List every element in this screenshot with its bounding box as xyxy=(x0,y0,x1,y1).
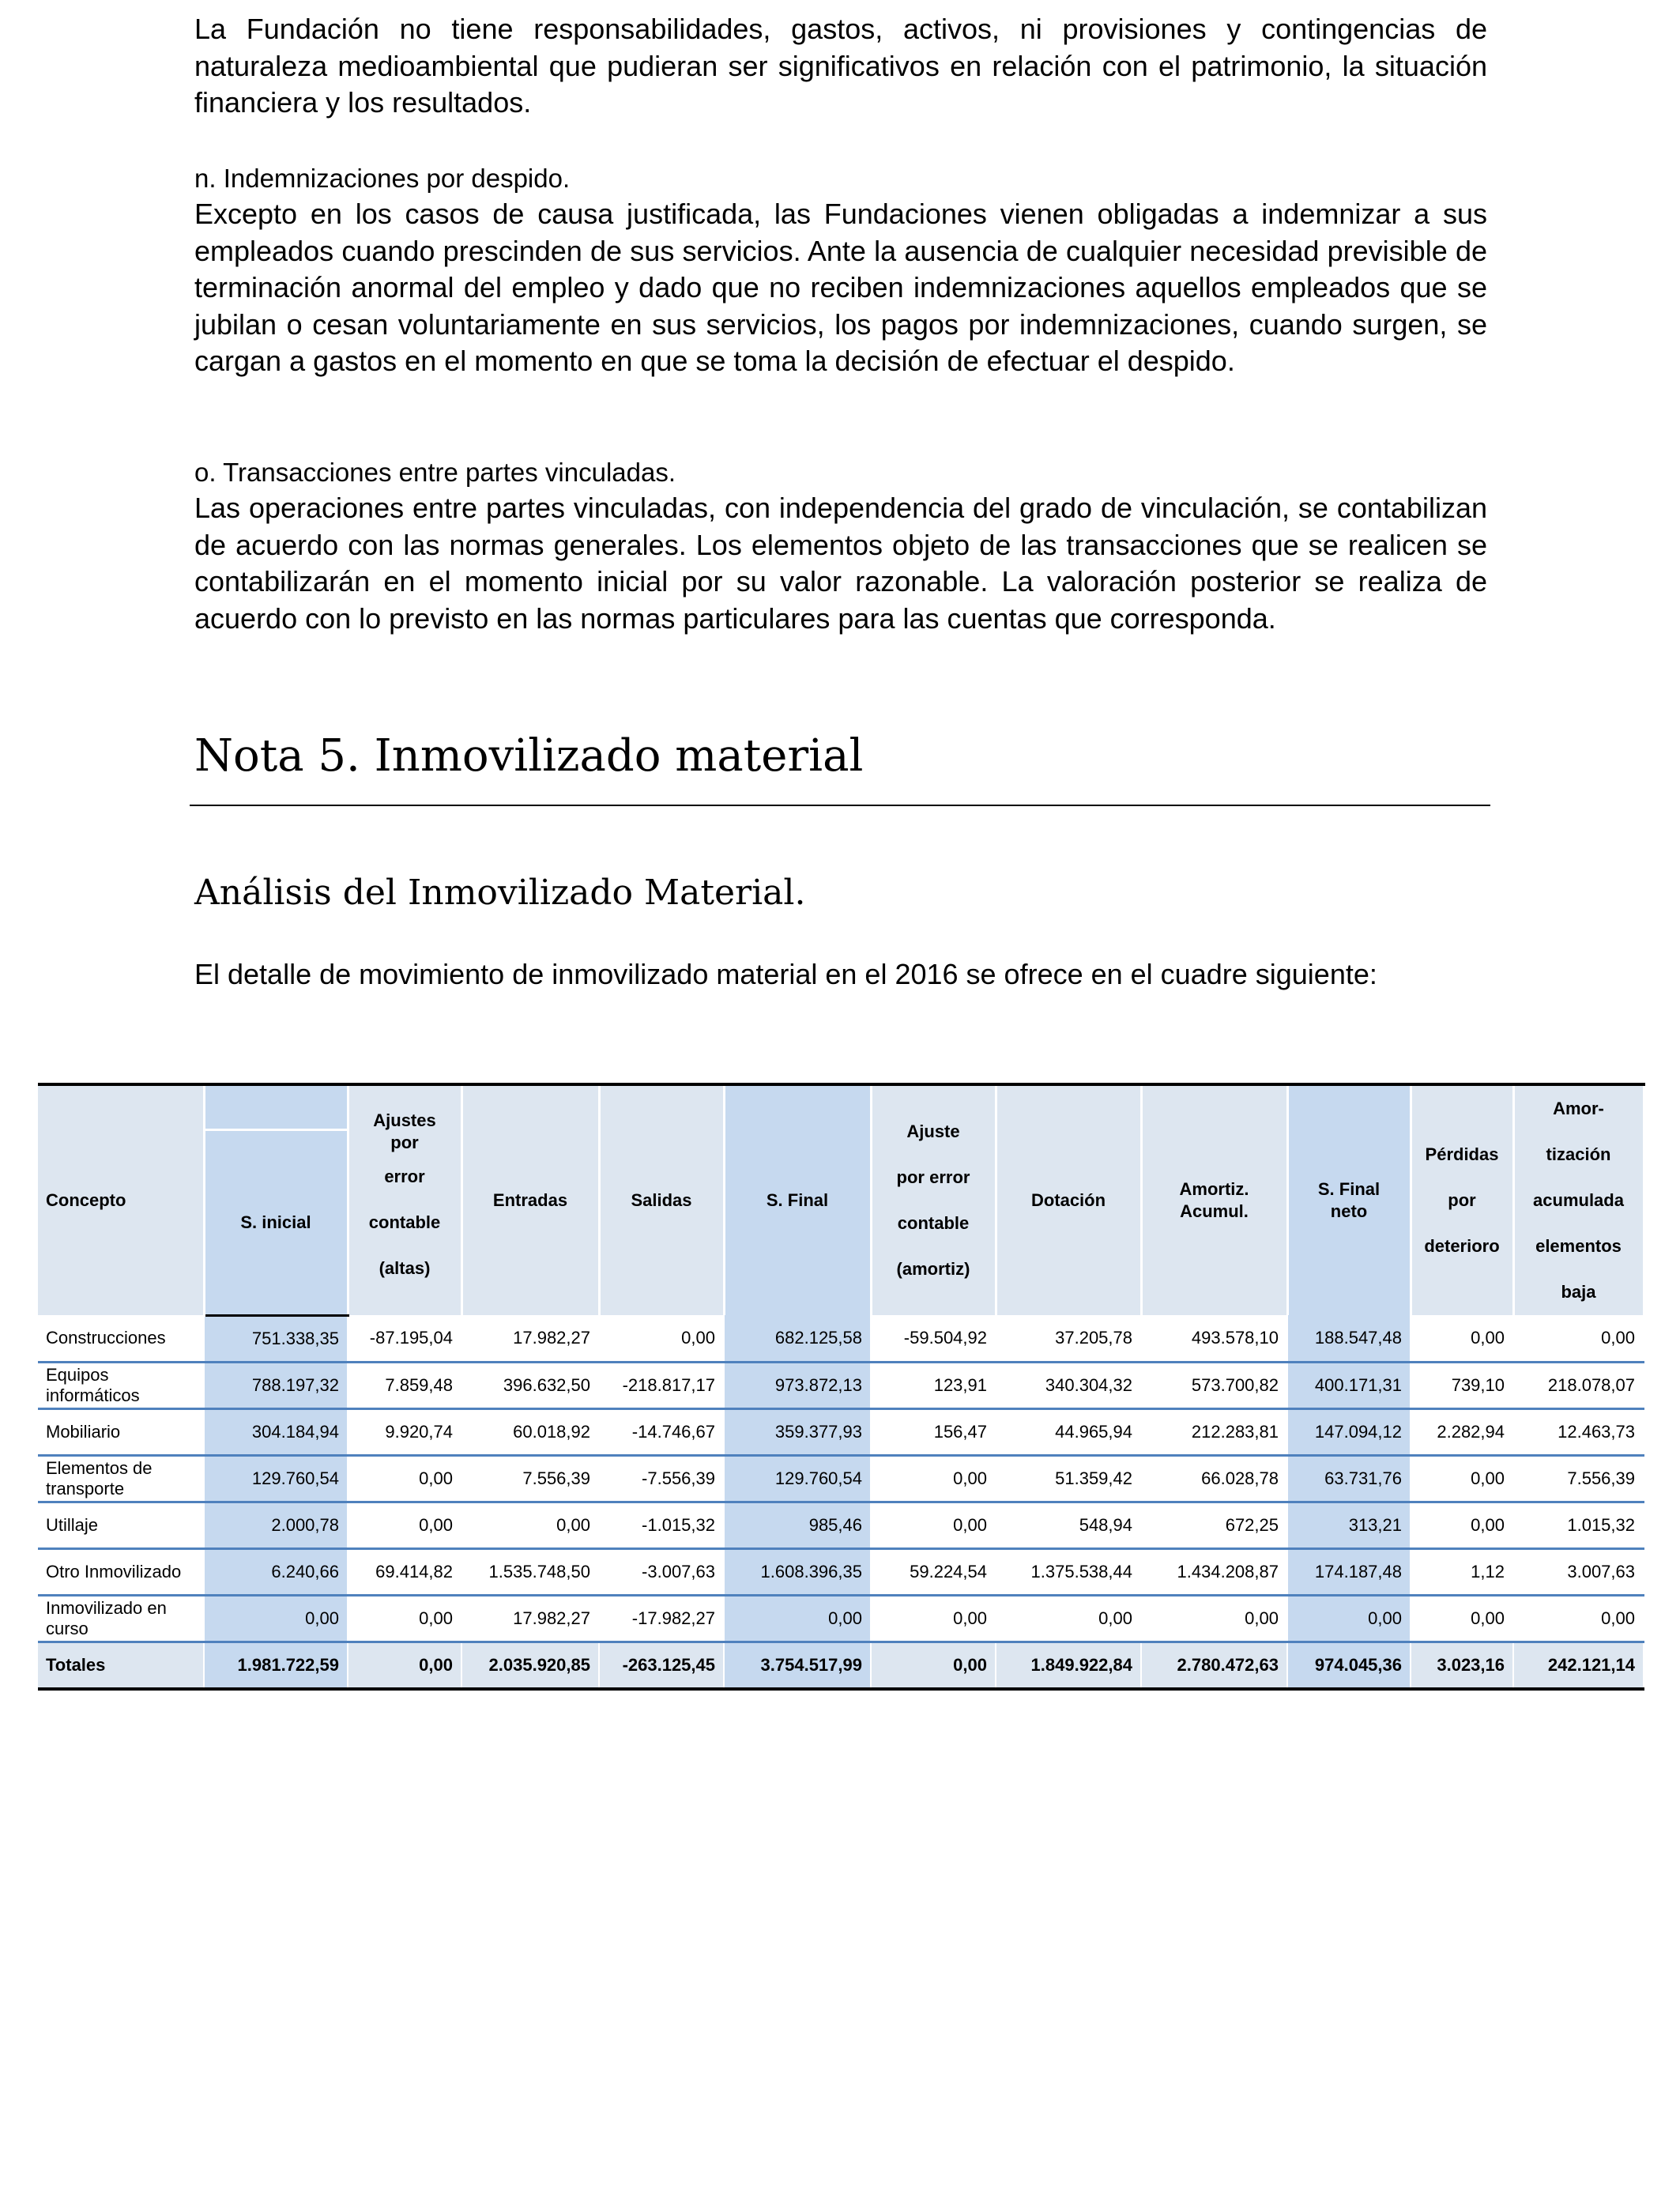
table-cell: 2.035.920,85 xyxy=(461,1642,599,1689)
detail-intro xyxy=(194,956,1487,993)
table-cell: -17.982,27 xyxy=(599,1595,724,1642)
detail-intro-text: El detalle de movimiento de inmovilizado material en el 2016 se ofrece en el cuadre siguiente: xyxy=(194,958,1377,990)
table-cell: 3.007,63 xyxy=(1513,1548,1644,1595)
table-cell: 9.920,74 xyxy=(348,1408,461,1455)
row-concepto: Inmovilizado en curso xyxy=(38,1595,204,1642)
section-indemnizaciones xyxy=(194,161,1487,380)
totals-row xyxy=(38,1642,1644,1689)
table-row xyxy=(38,1408,1644,1455)
row-concepto: Totales xyxy=(38,1642,204,1689)
row-concepto: Equipos informáticos xyxy=(38,1362,204,1408)
table-cell: 359.377,93 xyxy=(724,1408,871,1455)
table-cell: 188.547,48 xyxy=(1287,1315,1411,1362)
table-cell: 1.849.922,84 xyxy=(996,1642,1141,1689)
section-body: Las operaciones entre partes vinculadas, con independencia del grado de vinculación, se contabilizan de acuerdo con las normas generales. Los elementos objeto de las transacciones que se realicen se contabilizarán en el momento inicial por su valor razonable. La valoración posterior se realiza de acuerdo con lo previsto en las normas particulares para las cuentas que corresponda. xyxy=(194,492,1487,635)
table-body xyxy=(38,1315,1644,1689)
section-body: Excepto en los casos de causa justificada, las Fundaciones vienen obligadas a indemnizar a sus empleados cuando prescinden de sus servicios. Ante la ausencia de cualquier necesidad previsible de terminación anormal del empleo y dado que no reciben indemnizaciones aquellos empleados que se jubilan o cesan voluntariamente en sus servicios, los pagos por indemnizaciones, cuando surgen, se cargan a gastos en el momento en que se toma la decisión de efectuar el despido. xyxy=(194,198,1487,377)
nota-title: Nota 5. Inmovilizado material xyxy=(194,730,864,782)
header-s-final: S. Final xyxy=(724,1084,871,1315)
table-cell: 59.224,54 xyxy=(871,1548,996,1595)
table-cell: 63.731,76 xyxy=(1287,1455,1411,1502)
table-cell: 0,00 xyxy=(871,1642,996,1689)
table-cell: 400.171,31 xyxy=(1287,1362,1411,1408)
table-cell: 0,00 xyxy=(599,1315,724,1362)
table-cell: 974.045,36 xyxy=(1287,1642,1411,1689)
table-cell: 0,00 xyxy=(1411,1502,1513,1548)
table-cell: 396.632,50 xyxy=(461,1362,599,1408)
table-cell: -1.015,32 xyxy=(599,1502,724,1548)
row-concepto: Otro Inmovilizado xyxy=(38,1548,204,1595)
table-cell: 174.187,48 xyxy=(1287,1548,1411,1595)
header-salidas: Salidas xyxy=(599,1084,724,1315)
section-heading: o. Transacciones entre partes vinculadas. xyxy=(194,458,676,487)
header-concepto: Concepto xyxy=(38,1084,204,1315)
title-divider xyxy=(190,805,1490,806)
table-cell: 0,00 xyxy=(348,1455,461,1502)
table-cell: 0,00 xyxy=(348,1595,461,1642)
table-cell: 17.982,27 xyxy=(461,1595,599,1642)
section-transacciones xyxy=(194,455,1487,637)
table-cell: 739,10 xyxy=(1411,1362,1513,1408)
row-concepto: Construcciones xyxy=(38,1315,204,1362)
table-cell: 129.760,54 xyxy=(204,1455,348,1502)
table-cell: 6.240,66 xyxy=(204,1548,348,1595)
table-cell: 1.375.538,44 xyxy=(996,1548,1141,1595)
table-cell: 242.121,14 xyxy=(1513,1642,1644,1689)
table-cell: 672,25 xyxy=(1141,1502,1287,1548)
table-cell: 2.000,78 xyxy=(204,1502,348,1548)
table-cell: 0,00 xyxy=(1411,1315,1513,1362)
table-cell: 44.965,94 xyxy=(996,1408,1141,1455)
table-cell: -59.504,92 xyxy=(871,1315,996,1362)
table-cell: 0,00 xyxy=(461,1502,599,1548)
table-cell: 69.414,82 xyxy=(348,1548,461,1595)
table-cell: -87.195,04 xyxy=(348,1315,461,1362)
table-cell: 973.872,13 xyxy=(724,1362,871,1408)
table-cell: 3.023,16 xyxy=(1411,1642,1513,1689)
table-cell: -218.817,17 xyxy=(599,1362,724,1408)
analisis-title: Análisis del Inmovilizado Material. xyxy=(194,873,806,913)
table-cell: 7.556,39 xyxy=(1513,1455,1644,1502)
table-cell: 0,00 xyxy=(1141,1595,1287,1642)
table-cell: -3.007,63 xyxy=(599,1548,724,1595)
table-cell: 1.015,32 xyxy=(1513,1502,1644,1548)
table-cell: 7.859,48 xyxy=(348,1362,461,1408)
table-cell: 0,00 xyxy=(348,1642,461,1689)
header-entradas: Entradas xyxy=(461,1084,599,1315)
header-ajustes-altas: Ajustes por error contable (altas) xyxy=(348,1084,461,1315)
table-cell: 0,00 xyxy=(724,1595,871,1642)
table-cell: 212.283,81 xyxy=(1141,1408,1287,1455)
table-cell: 682.125,58 xyxy=(724,1315,871,1362)
table-cell: 156,47 xyxy=(871,1408,996,1455)
section-heading: n. Indemnizaciones por despido. xyxy=(194,164,571,193)
table-cell: 7.556,39 xyxy=(461,1455,599,1502)
table-cell: 0,00 xyxy=(871,1502,996,1548)
table-cell: 1,12 xyxy=(1411,1548,1513,1595)
header-amortizacion-baja: Amor- tización acumulada elementos baja xyxy=(1513,1084,1644,1315)
table-cell: 0,00 xyxy=(1411,1595,1513,1642)
table-cell: 493.578,10 xyxy=(1141,1315,1287,1362)
table-cell: -7.556,39 xyxy=(599,1455,724,1502)
table-cell: 218.078,07 xyxy=(1513,1362,1644,1408)
table-cell: 37.205,78 xyxy=(996,1315,1141,1362)
table-cell: -14.746,67 xyxy=(599,1408,724,1455)
table-cell: 2.780.472,63 xyxy=(1141,1642,1287,1689)
table-row xyxy=(38,1455,1644,1502)
header-dotacion: Dotación xyxy=(996,1084,1141,1315)
table-cell: 1.434.208,87 xyxy=(1141,1548,1287,1595)
table-cell: 313,21 xyxy=(1287,1502,1411,1548)
table-row xyxy=(38,1315,1644,1362)
header-amortiz-acumul: Amortiz. Acumul. xyxy=(1141,1084,1287,1315)
header-perdidas-deterioro: Pérdidas por deterioro xyxy=(1411,1084,1513,1315)
table-cell: 0,00 xyxy=(1287,1595,1411,1642)
table-cell: 0,00 xyxy=(871,1455,996,1502)
header-s-final-neto: S. Final neto xyxy=(1287,1084,1411,1315)
table-cell: 1.608.396,35 xyxy=(724,1548,871,1595)
row-concepto: Mobiliario xyxy=(38,1408,204,1455)
table-cell: 123,91 xyxy=(871,1362,996,1408)
table-cell: 304.184,94 xyxy=(204,1408,348,1455)
row-concepto: Utillaje xyxy=(38,1502,204,1548)
table-cell: 788.197,32 xyxy=(204,1362,348,1408)
intro-text: La Fundación no tiene responsabilidades, gastos, activos, ni provisiones y contingencias de naturaleza medioambiental que pudieran ser significativos en relación con el patrimonio, la situación financiera y los resultados. xyxy=(194,13,1487,119)
table-row xyxy=(38,1548,1644,1595)
table-cell: 0,00 xyxy=(996,1595,1141,1642)
table-cell: 60.018,92 xyxy=(461,1408,599,1455)
table-cell: 0,00 xyxy=(871,1595,996,1642)
table-cell: 0,00 xyxy=(204,1595,348,1642)
table-cell: 66.028,78 xyxy=(1141,1455,1287,1502)
table-cell: 573.700,82 xyxy=(1141,1362,1287,1408)
intro-paragraph xyxy=(194,11,1487,122)
table-row xyxy=(38,1362,1644,1408)
table-cell: 0,00 xyxy=(1513,1315,1644,1362)
header-s-inicial: S. inicial xyxy=(204,1130,348,1315)
table-cell: 340.304,32 xyxy=(996,1362,1141,1408)
table-cell: 3.754.517,99 xyxy=(724,1642,871,1689)
table-cell: 51.359,42 xyxy=(996,1455,1141,1502)
table-row xyxy=(38,1502,1644,1548)
table-cell: 0,00 xyxy=(348,1502,461,1548)
table-cell: 0,00 xyxy=(1411,1455,1513,1502)
table-cell: 129.760,54 xyxy=(724,1455,871,1502)
table-cell: 0,00 xyxy=(1513,1595,1644,1642)
table-row xyxy=(38,1595,1644,1642)
header-s-inicial-top xyxy=(204,1084,348,1130)
table-cell: 1.535.748,50 xyxy=(461,1548,599,1595)
table-cell: 1.981.722,59 xyxy=(204,1642,348,1689)
inmovilizado-table xyxy=(38,1083,1645,1691)
table-cell: 985,46 xyxy=(724,1502,871,1548)
table-cell: 12.463,73 xyxy=(1513,1408,1644,1455)
row-concepto: Elementos de transporte xyxy=(38,1455,204,1502)
table-cell: 751.338,35 xyxy=(204,1315,348,1362)
header-ajuste-amortiz: Ajuste por error contable (amortiz) xyxy=(871,1084,996,1315)
table-cell: 147.094,12 xyxy=(1287,1408,1411,1455)
table-cell: -263.125,45 xyxy=(599,1642,724,1689)
table-cell: 548,94 xyxy=(996,1502,1141,1548)
table-cell: 17.982,27 xyxy=(461,1315,599,1362)
table-cell: 2.282,94 xyxy=(1411,1408,1513,1455)
